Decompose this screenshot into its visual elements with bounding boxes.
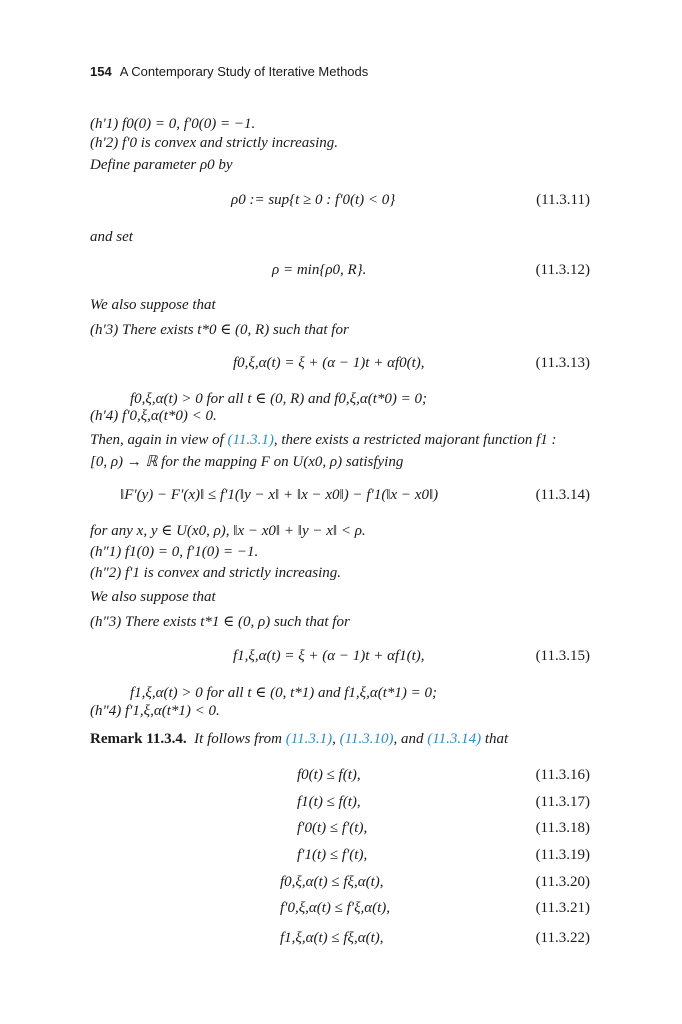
equation-11-3-20: f0,ξ,α(t) ≤ fξ,α(t), <box>280 874 384 890</box>
equation-number: (11.3.17) <box>535 794 590 810</box>
equation-11-3-22: f1,ξ,α(t) ≤ fξ,α(t), <box>280 930 384 946</box>
also-suppose-text: We also suppose that <box>90 297 216 313</box>
equation-11-3-13: f0,ξ,α(t) = ξ + (α − 1)t + αf0(t), <box>233 355 425 371</box>
for-any-text: for any x, y ∈ U(x0, ρ), ‖x − x0‖ + ‖y − x‖ < ρ. <box>90 523 366 539</box>
equation-number: (11.3.19) <box>535 847 590 863</box>
equation-reference-link[interactable]: (11.3.14) <box>427 731 482 747</box>
equation-reference-link[interactable]: (11.3.10) <box>339 731 394 747</box>
then-again-text: Then, again in view of (11.3.1), there exists a restricted majorant function f1 : <box>90 432 557 448</box>
equation-11-3-14: ‖F′(y) − F′(x)‖ ≤ f′1(‖y − x‖ + ‖x − x0‖) − f′1(‖x − x0‖) <box>120 487 439 503</box>
equation-number: (11.3.15) <box>535 648 590 664</box>
page-header <box>90 64 368 79</box>
equation-number: (11.3.20) <box>535 874 590 890</box>
f1-positive-condition: f1,ξ,α(t) > 0 for all t ∈ (0, t*1) and f1,ξ,α(t*1) = 0; <box>130 685 438 701</box>
equation-11-3-19: f′1(t) ≤ f′(t), <box>297 847 368 863</box>
f0-positive-condition: f0,ξ,α(t) > 0 for all t ∈ (0, R) and f0,ξ,α(t*0) = 0; <box>130 391 427 407</box>
also-suppose-text: We also suppose that <box>90 589 216 605</box>
equation-number: (11.3.12) <box>535 262 590 278</box>
equation-reference-link[interactable]: (11.3.1) <box>227 432 274 448</box>
condition-h1-double-prime: (h″1) f1(0) = 0, f′1(0) = −1. <box>90 544 259 560</box>
condition-h2-prime: (h′2) f′0 is convex and strictly increasing. <box>90 135 339 151</box>
and-set-text: and set <box>90 229 133 245</box>
book-title: A Contemporary Study of Iterative Methods <box>119 64 369 79</box>
equation-11-3-17: f1(t) ≤ f(t), <box>297 794 361 810</box>
condition-h3-prime: (h′3) There exists t*0 ∈ (0, R) such that for <box>90 322 349 338</box>
equation-11-3-11: ρ0 := sup{t ≥ 0 : f′0(t) < 0} <box>231 192 396 208</box>
condition-h2-double-prime: (h″2) f′1 is convex and strictly increasing. <box>90 565 342 581</box>
equation-number: (11.3.14) <box>535 487 590 503</box>
equation-11-3-21: f′0,ξ,α(t) ≤ f′ξ,α(t), <box>280 900 391 916</box>
equation-number: (11.3.11) <box>536 192 590 208</box>
equation-number: (11.3.13) <box>535 355 590 371</box>
equation-11-3-12: ρ = min{ρ0, R}. <box>272 262 367 278</box>
condition-h4-double-prime: (h″4) f′1,ξ,α(t*1) < 0. <box>90 703 220 719</box>
equation-11-3-18: f′0(t) ≤ f′(t), <box>297 820 368 836</box>
mapping-text: [0, ρ) → ℝ for the mapping F on U(x0, ρ) satisfying <box>90 454 404 470</box>
remark-label: Remark 11.3.4. <box>90 731 187 747</box>
page-number: 154 <box>90 64 112 79</box>
condition-h4-prime: (h′4) f′0,ξ,α(t*0) < 0. <box>90 408 217 424</box>
condition-h1-prime: (h′1) f0(0) = 0, f′0(0) = −1. <box>90 116 256 132</box>
equation-number: (11.3.18) <box>535 820 590 836</box>
remark-paragraph: Remark 11.3.4. It follows from (11.3.1), (11.3.10), and (11.3.14) that <box>90 731 509 747</box>
equation-11-3-15: f1,ξ,α(t) = ξ + (α − 1)t + αf1(t), <box>233 648 425 664</box>
equation-number: (11.3.21) <box>535 900 590 916</box>
equation-number: (11.3.22) <box>535 930 590 946</box>
equation-reference-link[interactable]: (11.3.1) <box>285 731 333 747</box>
equation-11-3-16: f0(t) ≤ f(t), <box>297 767 361 783</box>
define-rho0-text: Define parameter ρ0 by <box>90 157 233 173</box>
equation-number: (11.3.16) <box>535 767 590 783</box>
condition-h3-double-prime: (h″3) There exists t*1 ∈ (0, ρ) such that for <box>90 614 350 630</box>
